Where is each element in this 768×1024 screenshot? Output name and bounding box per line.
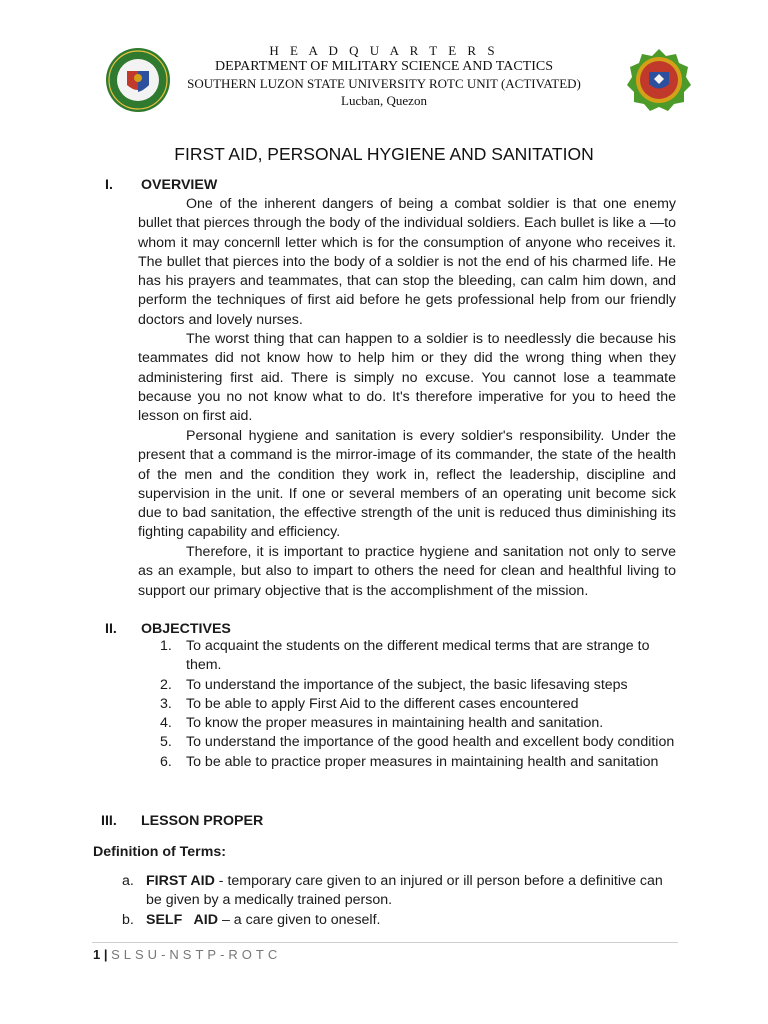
footer-organization: SLSU-NSTP-ROTC <box>111 947 282 962</box>
header-department: DEPARTMENT OF MILITARY SCIENCE AND TACTICS <box>214 59 553 74</box>
list-item: 6. To be able to practice proper measures in maintaining health and sanitation <box>160 753 659 770</box>
header-university: SOUTHERN LUZON STATE UNIVERSITY ROTC UNIT (ACTIVATED) <box>187 76 581 91</box>
rotc-seal-icon <box>626 47 692 113</box>
footer-divider <box>92 942 678 943</box>
document-title: FIRST AID, PERSONAL HYGIENE AND SANITATION <box>174 144 594 164</box>
section-number: III. <box>101 813 117 829</box>
list-item: 3. To be able to apply First Aid to the different cases encountered <box>160 695 579 712</box>
overview-paragraph: Therefore, it is important to practice hygiene and sanitation not only to serve as an example, but also to impart to others the need for clean and healthful living to support our primary objective that is the accomplishment of the mission. <box>138 544 676 599</box>
section-label: OBJECTIVES <box>141 621 231 637</box>
header-headquarters: H E A D Q U A R T E R S <box>269 43 499 58</box>
section-number: II. <box>105 621 117 637</box>
page-footer <box>93 947 281 962</box>
definitions-heading: Definition of Terms: <box>93 844 226 860</box>
overview-paragraph: The worst thing that can happen to a soldier is to needlessly die because his teammates did not know how to help him or they did the wrong thing when they administering first aid. There is simply no excuse. You cannot lose a teammate because you no not know what to do. It's therefore imperative for you to heed the lesson on first aid. <box>138 331 676 425</box>
definition-letter: b. <box>122 912 134 928</box>
definition-text: FIRST AID - temporary care given to an injured or ill person before a definitive can be given by a medically trained person. <box>146 873 663 909</box>
definition-letter: a. <box>122 873 134 889</box>
section-number: I. <box>105 177 113 193</box>
overview-paragraph: Personal hygiene and sanitation is every soldier's responsibility. Under the present that a command is the mirror-image of its commander, the state of the health of the men and the condition they work in, reflect the leadership, discipline and supervision in the unit. If one or several members of an operating unit become sick due to bad sanitation, the effective strength of the unit is reduced thus diminishing its fighting capability and efficiency. <box>138 428 676 541</box>
overview-paragraph: One of the inherent dangers of being a combat soldier is that one enemy bullet that pierces through the body of the individual soldiers. Each bullet is like a —to whom it may concern‖ letter which is for the consumption of anyone who receives it. The bullet that pierces into the body of a soldier is not the end of his charmed life. He has his prayers and teammates, that can stop the bleeding, can calm him down, and perform the techniques of first aid before he gets professional help from our friendly doctors and lovely nurses. <box>138 196 676 328</box>
page-number: 1 <box>93 947 101 962</box>
list-item: 1. To acquaint the students on the different medical terms that are strange to them. <box>160 638 650 674</box>
section-label: OVERVIEW <box>141 177 218 193</box>
footer-separator: | <box>100 947 112 962</box>
list-item: 5. To understand the importance of the good health and excellent body condition <box>160 734 675 751</box>
section-label: LESSON PROPER <box>141 813 264 829</box>
definition-text: SELF AID – a care given to oneself. <box>146 912 381 928</box>
objectives-list <box>160 637 680 772</box>
list-item: 2. To understand the importance of the subject, the basic lifesaving steps <box>160 676 628 693</box>
list-item: 4. To know the proper measures in maintaining health and sanitation. <box>160 715 604 732</box>
header-location: Lucban, Quezon <box>341 93 427 108</box>
